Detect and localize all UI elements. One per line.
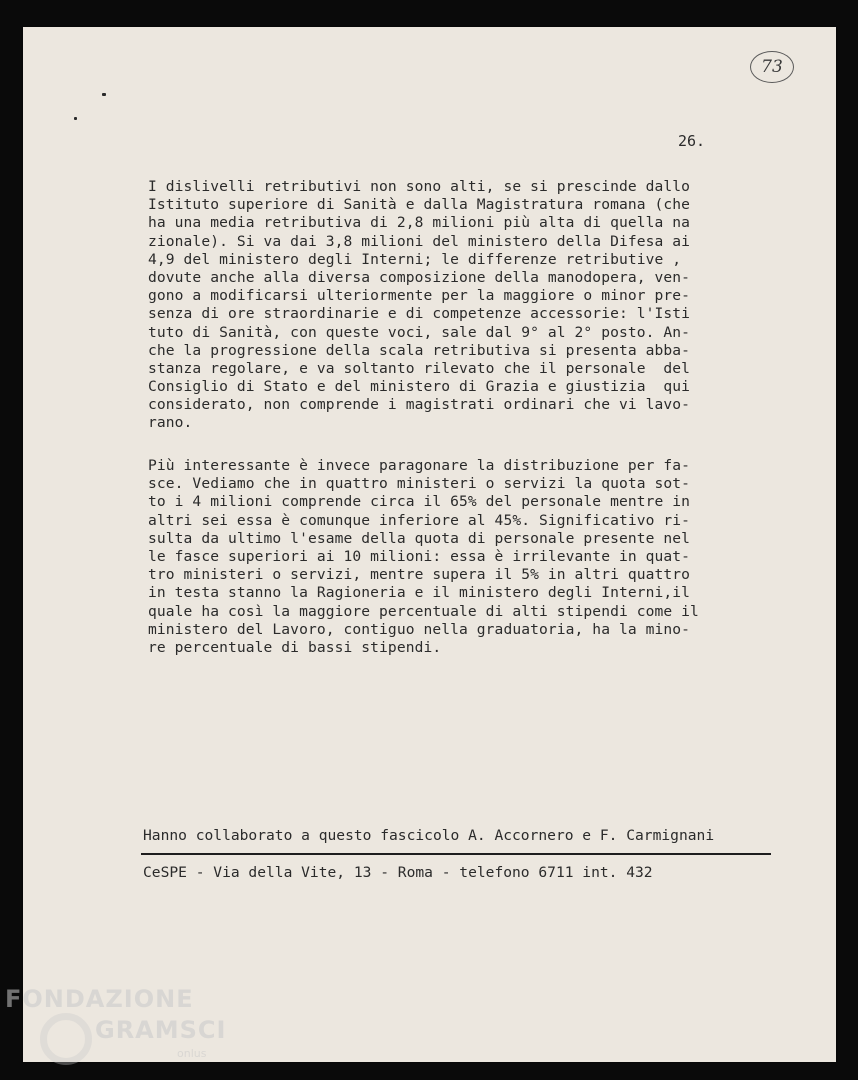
typed-line: rano.	[148, 414, 193, 432]
watermark-line1: FONDAZIONE	[5, 985, 194, 1013]
collaborators-credit: Hanno collaborato a questo fascicolo A. Accornero e F. Carmignani	[143, 827, 715, 844]
typed-line: dovute anche alla diversa composizione della manodopera, ven-	[148, 268, 691, 286]
typed-line: Istituto superiore di Sanità e dalla Magistratura romana (che	[148, 196, 691, 214]
typed-line: altri sei essa è comunque inferiore al 45%. Significativo ri-	[148, 511, 691, 529]
archive-watermark	[0, 985, 230, 1080]
typed-line: ministero del Lavoro, contiguo nella graduatoria, ha la mino-	[148, 620, 691, 638]
ink-speck	[102, 93, 106, 96]
typed-line: stanza regolare, e va soltanto rilevato che il personale del	[148, 359, 691, 377]
typed-line: tro ministeri o servizi, mentre supera il 5% in altri quattro	[148, 566, 691, 584]
typed-line: sce. Vediamo che in quattro ministeri o servizi la quota sot-	[148, 475, 691, 493]
page-number: 26.	[678, 132, 706, 150]
publisher-address: CeSPE - Via della Vite, 13 - Roma - telefono 6711 int. 432	[143, 864, 653, 881]
typed-line: che la progressione della scala retributiva si presenta abba-	[148, 341, 691, 359]
typed-line: 4,9 del ministero degli Interni; le differenze retributive ,	[148, 250, 682, 268]
watermark-line2: GRAMSCI	[95, 1016, 227, 1044]
typed-line: senza di ore straordinarie e di competenze accessorie: l'Isti	[148, 305, 691, 323]
typed-line: Più interessante è invece paragonare la distribuzione per fa-	[148, 457, 691, 474]
ink-speck	[74, 117, 77, 120]
watermark-suffix: onlus	[177, 1047, 207, 1060]
typed-line: zionale). Si va dai 3,8 milioni del ministero della Difesa ai	[148, 232, 691, 250]
folio-number: 73	[761, 57, 783, 77]
typed-line: tuto di Sanità, con queste voci, sale dal 9° al 2° posto. An-	[148, 323, 691, 341]
typed-line: Consiglio di Stato e del ministero di Grazia e giustizia qui	[148, 378, 691, 396]
typed-line: gono a modificarsi ulteriormente per la maggiore o minor pre-	[148, 287, 691, 305]
typed-line: I dislivelli retributivi non sono alti, se si prescinde dallo	[148, 178, 691, 195]
typed-line: considerato, non comprende i magistrati ordinari che vi lavo-	[148, 396, 691, 414]
typed-line: le fasce superiori ai 10 milioni: essa è irrilevante in quat-	[148, 547, 691, 565]
typed-line: ha una media retributiva di 2,8 milioni più alta di quella na	[148, 214, 691, 232]
paragraph-salary-levels	[148, 178, 748, 433]
typed-line: in testa stanno la Ragioneria e il ministero degli Interni,il	[148, 584, 691, 602]
handwritten-folio-stamp	[750, 51, 794, 83]
typed-line: re percentuale di bassi stipendi.	[148, 638, 442, 656]
typed-line: sulta da ultimo l'esame della quota di personale presente nel	[148, 529, 691, 547]
typed-page	[23, 27, 836, 1062]
separator-rule	[141, 853, 771, 855]
watermark-logo-icon	[40, 1013, 92, 1065]
typed-line: to i 4 milioni comprende circa il 65% del personale mentre in	[148, 493, 691, 511]
typed-line: quale ha così la maggiore percentuale di alti stipendi come il	[148, 602, 699, 620]
paragraph-salary-bands	[148, 457, 748, 657]
